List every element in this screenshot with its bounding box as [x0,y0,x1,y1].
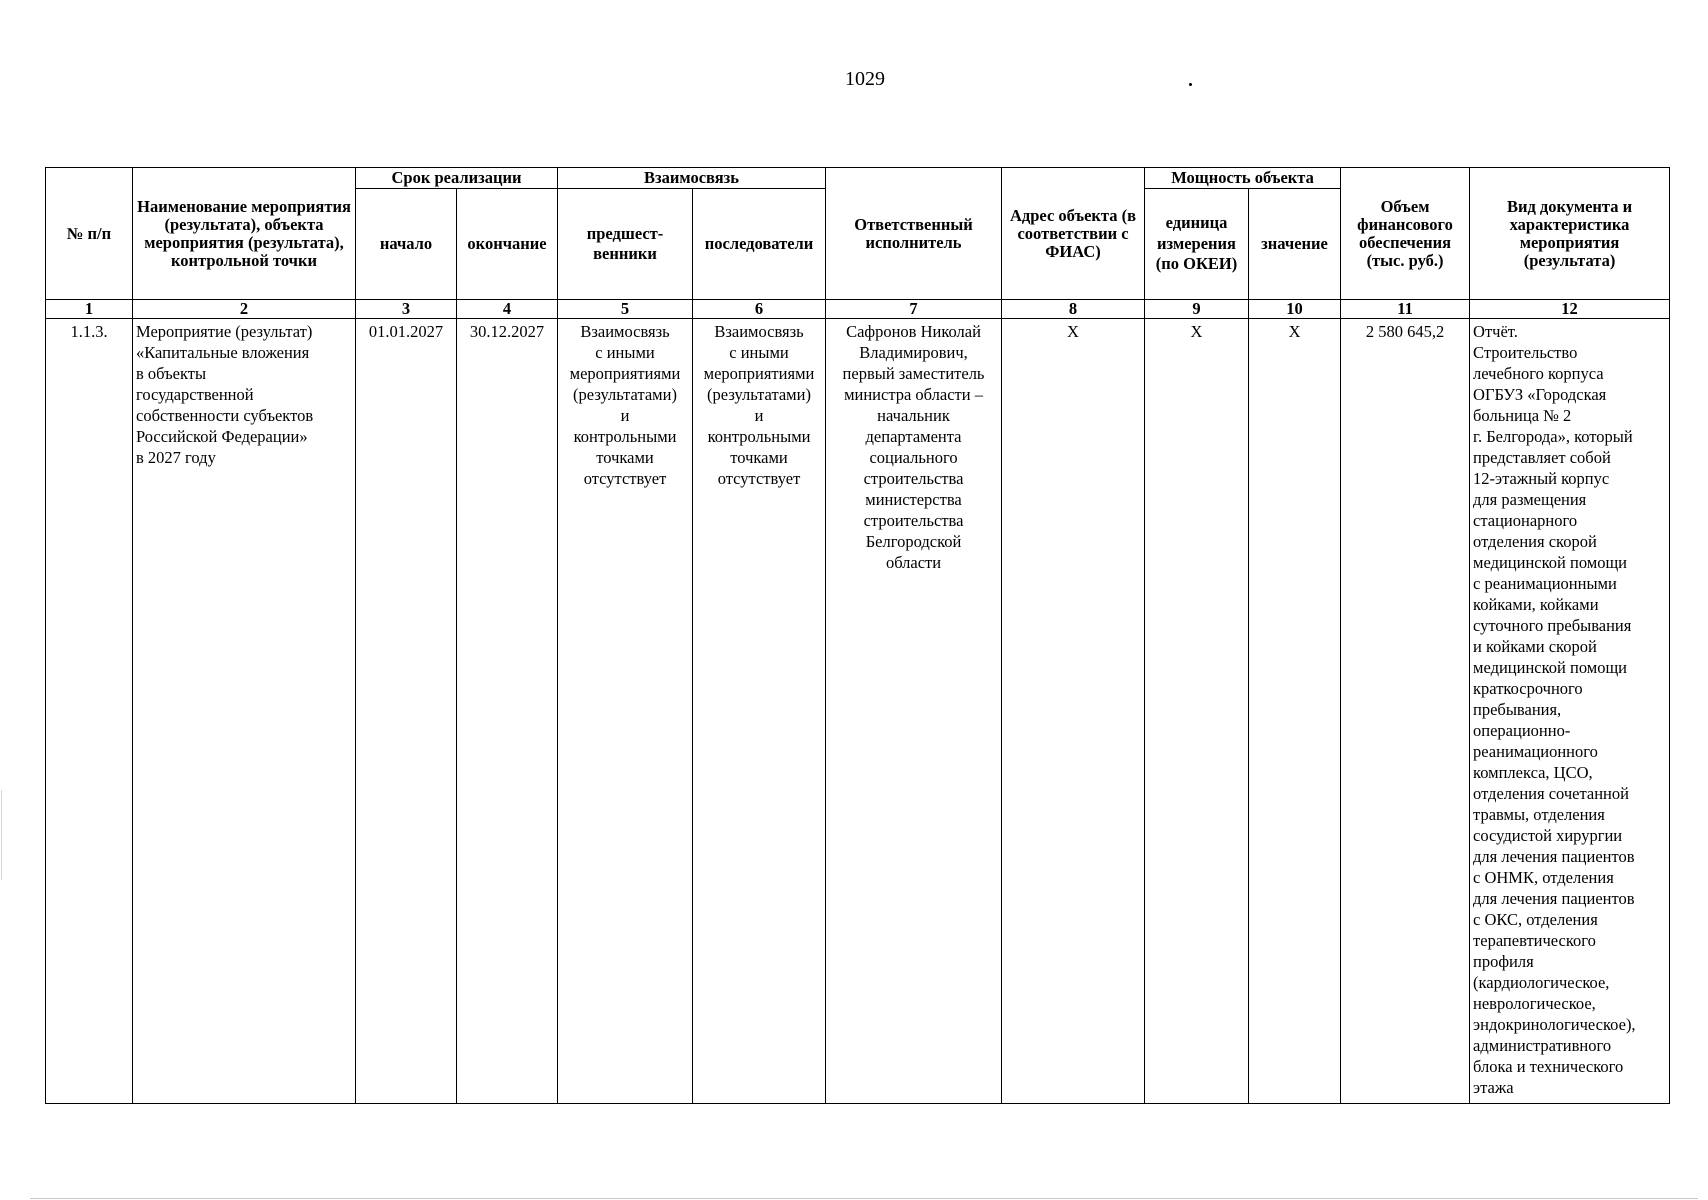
text-line: для размещения [1473,490,1587,509]
header-end: окончание [457,189,558,300]
column-number: 5 [558,300,693,319]
header-finance: Объем финансового обеспечения (тыс. руб.) [1341,168,1470,300]
row-document [1470,319,1670,1104]
text-line: строительства [863,469,964,488]
text-line: министерства [865,490,962,509]
column-number: 3 [356,300,457,319]
text-line: реанимационного [1473,742,1598,761]
column-number: 12 [1470,300,1670,319]
text-line: (результатами) [707,385,811,404]
header-row-groups [46,168,1670,189]
header-responsible: Ответственный исполнитель [826,168,1002,300]
text-line: Владимирович, [859,343,968,362]
text-line: контрольными [573,427,677,446]
scan-bottom-line [30,1198,1698,1199]
text-line: терапевтического [1473,931,1596,950]
text-line: неврологическое, [1473,994,1596,1013]
text-line: для лечения пациентов [1473,889,1635,908]
header-num: № п/п [46,168,133,300]
text-line: Отчёт. [1473,322,1518,341]
text-line: (кардиологическое, [1473,973,1610,992]
text-line: точками [730,448,788,467]
row-successors [693,319,826,1104]
text-line: ОГБУЗ «Городская [1473,385,1607,404]
text-line: 12-этажный корпус [1473,469,1610,488]
column-number: 8 [1002,300,1145,319]
column-number-row [46,300,1670,319]
header-value: значение [1249,189,1341,300]
text-line: с ОНМК, отделения [1473,868,1614,887]
header-predecessors: предшест-венники [558,189,693,300]
page-number: 1029 [845,68,885,90]
column-number: 10 [1249,300,1341,319]
text-line: строительства [863,511,964,530]
text-line: Мероприятие (результат) [136,322,313,341]
text-line: стационарного [1473,511,1578,530]
text-line: комплекса, ЦСО, [1473,763,1593,782]
text-line: собственности субъектов [136,406,314,425]
text-line: пребывания, [1473,700,1562,719]
text-line: с ОКС, отделения [1473,910,1598,929]
text-line: блока и технического [1473,1057,1624,1076]
scan-speck [1189,83,1192,86]
column-number: 4 [457,300,558,319]
text-line: мероприятиями [703,364,815,383]
text-line: отсутствует [717,469,801,488]
text-line: и койками скорой [1473,637,1597,656]
text-line: первый заместитель [842,364,985,383]
text-line: операционно- [1473,721,1571,740]
text-line: профиля [1473,952,1534,971]
header-relation-group: Взаимосвязь [558,168,826,189]
header-document: Вид документа и характеристика мероприятия (результата) [1470,168,1670,300]
text-line: Российской Федерации» [136,427,308,446]
column-number: 11 [1341,300,1470,319]
header-name: Наименование мероприятия (результата), объекта мероприятия (результата), контрольной точки [133,168,356,300]
text-line: Сафронов Николай [846,322,981,341]
text-line: больница № 2 [1473,406,1572,425]
text-line: (результатами) [573,385,677,404]
text-line: г. Белгорода», который [1473,427,1633,446]
text-line: лечебного корпуса [1473,364,1604,383]
text-line: департамента [865,427,962,446]
header-unit: единица измерения (по ОКЕИ) [1145,189,1249,300]
text-line: с реанимационными [1473,574,1617,593]
column-number: 1 [46,300,133,319]
text-line: краткосрочного [1473,679,1583,698]
column-number: 6 [693,300,826,319]
text-line: эндокринологическое), [1473,1015,1636,1034]
row-address: X [1002,319,1145,1104]
text-line: и [620,406,630,425]
text-line: отделения сочетанной [1473,784,1629,803]
scan-left-edge [1,790,2,880]
text-line: министра области – [844,385,983,404]
row-unit: X [1145,319,1249,1104]
text-line: области [885,553,942,572]
text-line: медицинской помощи [1473,658,1627,677]
text-line: социального [869,448,958,467]
text-line: сосудистой хирургии [1473,826,1623,845]
text-line: точками [596,448,654,467]
row-responsible [826,319,1002,1104]
text-line: представляет собой [1473,448,1611,467]
row-value: X [1249,319,1341,1104]
text-line: начальник [877,406,950,425]
text-line: Строительство [1473,343,1578,362]
text-line: государственной [136,385,254,404]
text-line: отделения скорой [1473,532,1597,551]
column-number: 2 [133,300,356,319]
column-number: 7 [826,300,1002,319]
column-number: 9 [1145,300,1249,319]
text-line: Белгородской [865,532,962,551]
text-line: и [754,406,764,425]
text-line: Взаимосвязь [580,322,670,341]
text-line: медицинской помощи [1473,553,1627,572]
header-capacity-group: Мощность объекта [1145,168,1341,189]
text-line: травмы, отделения [1473,805,1605,824]
row-name [133,319,356,1104]
text-line: в 2027 году [136,448,216,467]
row-finance: 2 580 645,2 [1341,319,1470,1104]
text-line: Взаимосвязь [714,322,804,341]
text-line: с иными [729,343,789,362]
row-start-date: 01.01.2027 [356,319,457,1104]
row-number: 1.1.3. [46,319,133,1104]
text-line: этажа [1473,1078,1514,1097]
text-line: мероприятиями [569,364,681,383]
text-line: «Капитальные вложения [136,343,310,362]
table-row [46,319,1670,1104]
text-line: отсутствует [583,469,667,488]
text-line: контрольными [707,427,811,446]
implementation-plan-table [45,167,1670,1104]
text-line: в объекты [136,364,207,383]
text-line: койками, койками [1473,595,1599,614]
header-successors: последователи [693,189,826,300]
header-start: начало [356,189,457,300]
row-predecessors [558,319,693,1104]
text-line: административного [1473,1036,1612,1055]
text-line: с иными [595,343,655,362]
header-address: Адрес объекта (в соответствии с ФИАС) [1002,168,1145,300]
text-line: для лечения пациентов [1473,847,1635,866]
row-end-date: 30.12.2027 [457,319,558,1104]
text-line: суточного пребывания [1473,616,1632,635]
header-period-group: Срок реализации [356,168,558,189]
